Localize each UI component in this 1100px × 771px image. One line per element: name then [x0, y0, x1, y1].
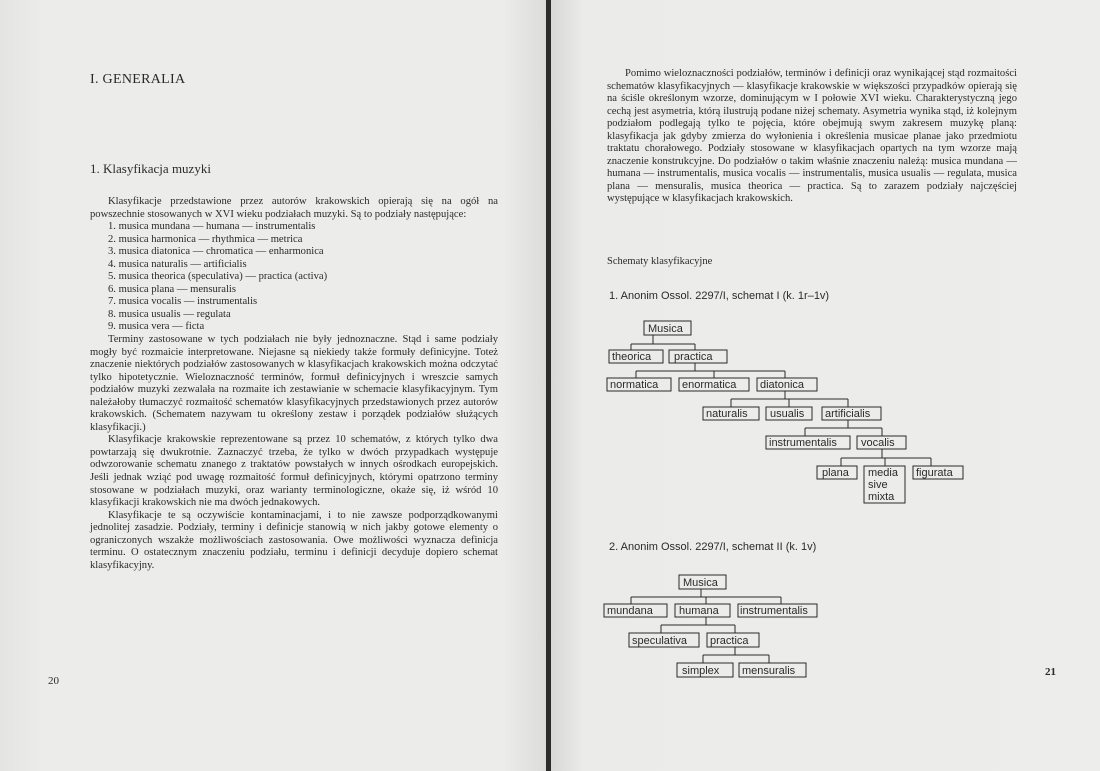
svg-text:humana: humana — [679, 605, 719, 617]
svg-text:mensuralis: mensuralis — [742, 665, 796, 677]
node-theorica — [609, 350, 663, 363]
node-simplex — [677, 663, 733, 677]
right-body — [607, 68, 1017, 206]
schema-1-diagram — [551, 310, 1100, 510]
svg-text:mixta: mixta — [868, 491, 895, 503]
left-body — [90, 196, 498, 572]
node-plana — [817, 466, 857, 479]
list-item: 6. musica plana — mensuralis — [108, 283, 236, 295]
node-enormatica — [679, 378, 749, 391]
node-instrumentalis — [766, 436, 850, 449]
node-usualis — [766, 407, 812, 420]
list-item: 3. musica diatonica — chromatica — enharmonica — [108, 246, 324, 258]
svg-text:practica: practica — [674, 351, 713, 363]
svg-text:instrumentalis: instrumentalis — [769, 437, 837, 449]
schema-2-diagram — [551, 565, 1100, 685]
division-list — [90, 221, 498, 334]
node-vocalis — [857, 436, 906, 449]
svg-text:vocalis: vocalis — [861, 437, 895, 449]
svg-text:instrumentalis: instrumentalis — [740, 605, 808, 617]
body-paragraph: Terminy zastosowane w tych podziałach nie były jednoznaczne. Stąd i same podziały mogły być rozmaicie interpretowane. Niejasne są niekiedy także formuły definicyjne. Toteż znaczenie niektórych podziałów zastosowanych w klasyfikacjach krakowskich można odczytać tylko hipotetycznie. Wieloznaczność terminów, formuł definicyjnych i wreszcie samych podziałów muzyki zezwalała na rozmaite ich zestawianie w schemacie klasyfikacyjnym. Tym należałoby tłumaczyć rozmaitość schematów klasyfikacyjnych przedstawionych przez autorów krakowskich. (Schematem nazywam tu określony zestaw i porządek podziałów służących klasyfikacji.) — [90, 334, 498, 433]
schema-1-title: 1. Anonim Ossol. 2297/I, schemat I (k. 1r–1v) — [609, 290, 830, 302]
svg-text:mundana: mundana — [607, 605, 653, 617]
svg-text:simplex: simplex — [682, 665, 720, 677]
node-media-sive-mixta — [864, 466, 905, 503]
page-number: 20 — [48, 675, 59, 687]
svg-text:diatonica: diatonica — [760, 379, 805, 391]
schemata-caption: Schematy klasyfikacyjne — [607, 256, 713, 267]
svg-text:artificialis: artificialis — [825, 408, 871, 420]
node-mensuralis — [739, 663, 806, 677]
svg-text:Musica: Musica — [648, 323, 683, 335]
svg-text:media: media — [868, 467, 898, 479]
page-number: 21 — [1045, 666, 1056, 678]
node-humana — [675, 604, 730, 617]
list-item: 1. musica mundana — humana — instrumentalis — [108, 221, 316, 233]
body-paragraph: Klasyfikacje krakowskie reprezentowane są przez 10 schematów, z których tylko dwa powtarzają się dwukrotnie. Zaznaczyć trzeba, że tylko w dwóch przypadkach występuje odwzorowanie schematu znanego z traktatów powstałych w innych ośrodkach europejskich. Jeśli jednak wziąć pod uwagę rozmaitość formuł definicyjnych, którymi opatrzono terminy stosowane w podziałach muzyki, oraz warianty terminologiczne, okaże się, iż wśród 10 klasyfikacji krakowskich nie ma dwóch jednakowych. — [90, 434, 498, 509]
list-item: 8. musica usualis — regulata — [108, 308, 231, 320]
schema-2-title: 2. Anonim Ossol. 2297/I, schemat II (k. 1v) — [609, 541, 817, 553]
section-title: 1. Klasyfikacja muzyki — [90, 161, 211, 176]
left-page — [0, 0, 546, 771]
list-item: 2. musica harmonica — rhythmica — metrica — [108, 233, 303, 245]
node-musica — [679, 575, 726, 589]
node-naturalis — [703, 407, 759, 420]
svg-text:speculativa: speculativa — [632, 635, 688, 647]
intro-paragraph: Klasyfikacje przedstawione przez autorów krakowskich opierają się na ogół na powszechnie stosowanych w XVI wieku podziałach muzyki. Są to podziały następujące: — [90, 196, 498, 220]
svg-text:figurata: figurata — [916, 467, 953, 479]
list-item: 7. musica vocalis — instrumentalis — [108, 296, 258, 308]
list-item: 5. musica theorica (speculativa) — practica (activa) — [108, 271, 328, 283]
node-artificialis — [822, 407, 881, 420]
right-page — [551, 0, 1100, 771]
node-figurata — [913, 466, 963, 479]
svg-text:sive: sive — [868, 479, 888, 491]
list-item: 4. musica naturalis — artificialis — [108, 258, 247, 270]
list-item: 9. musica vera — ficta — [108, 321, 205, 333]
svg-text:naturalis: naturalis — [706, 408, 748, 420]
schema-2-connectors — [631, 589, 781, 663]
node-speculativa — [629, 633, 699, 647]
node-normatica — [607, 378, 671, 391]
svg-text:normatica: normatica — [610, 379, 659, 391]
chapter-title: I. GENERALIA — [90, 72, 186, 87]
svg-text:practica: practica — [710, 635, 749, 647]
svg-text:usualis: usualis — [770, 408, 805, 420]
body-paragraph: Klasyfikacje te są oczywiście kontaminacjami, i to nie zawsze podporządkowanymi jednolitej zasadzie. Podziały, terminy i definicje stanowią w nich jakby gotowe elementy o ograniczonych wszakże możliwościach zastosowania. Owe możliwości wyznacza definicja terminu. O ostatecznym znaczeniu podziału, terminu i definicji decyduje dopiero schemat klasyfikacyjny. — [90, 509, 498, 571]
node-practica — [669, 350, 727, 363]
node-mundana — [604, 604, 667, 617]
svg-text:Musica: Musica — [683, 577, 718, 589]
node-musica — [644, 321, 691, 335]
node-instrumentalis — [738, 604, 817, 617]
node-practica — [707, 633, 759, 647]
svg-text:enormatica: enormatica — [682, 379, 737, 391]
body-paragraph: Pomimo wieloznaczności podziałów, terminów i definicji oraz wynikającej stąd rozmaitości schematów klasyfikacyjnych — klasyfikacje krakowskie w większości przypadków opierają się na ściśle określonym wzorze, dominującym w I połowie XVI wieku. Charakterystyczną jego cechą jest asymetria, którą ilustrują podane niżej schematy. Asymetria wynika stąd, iż kolejnym podziałom podlegają tylko te pojęcia, które obejmują swym zakresem muzykę planą: klasyfikacja jak gdyby zmierza do wyłonienia i określenia musicae planae jako przedmiotu traktatu chorałowego. Podziały stosowane w klasyfikacjach opartych na tym wzorze mają znaczenie konstrukcyjne. Do podziałów o takim właśnie znaczeniu należą: musica mundana — humana — instrumentalis, musica vocalis — instrumentalis, musica usualis — regulata, musica plana — mensuralis, musica theorica — practica. Są to zarazem podziały najczęściej występujące w klasyfikacjach krakowskich. — [607, 68, 1017, 205]
node-diatonica — [757, 378, 817, 391]
svg-text:theorica: theorica — [612, 351, 652, 363]
svg-text:plana: plana — [822, 467, 849, 479]
